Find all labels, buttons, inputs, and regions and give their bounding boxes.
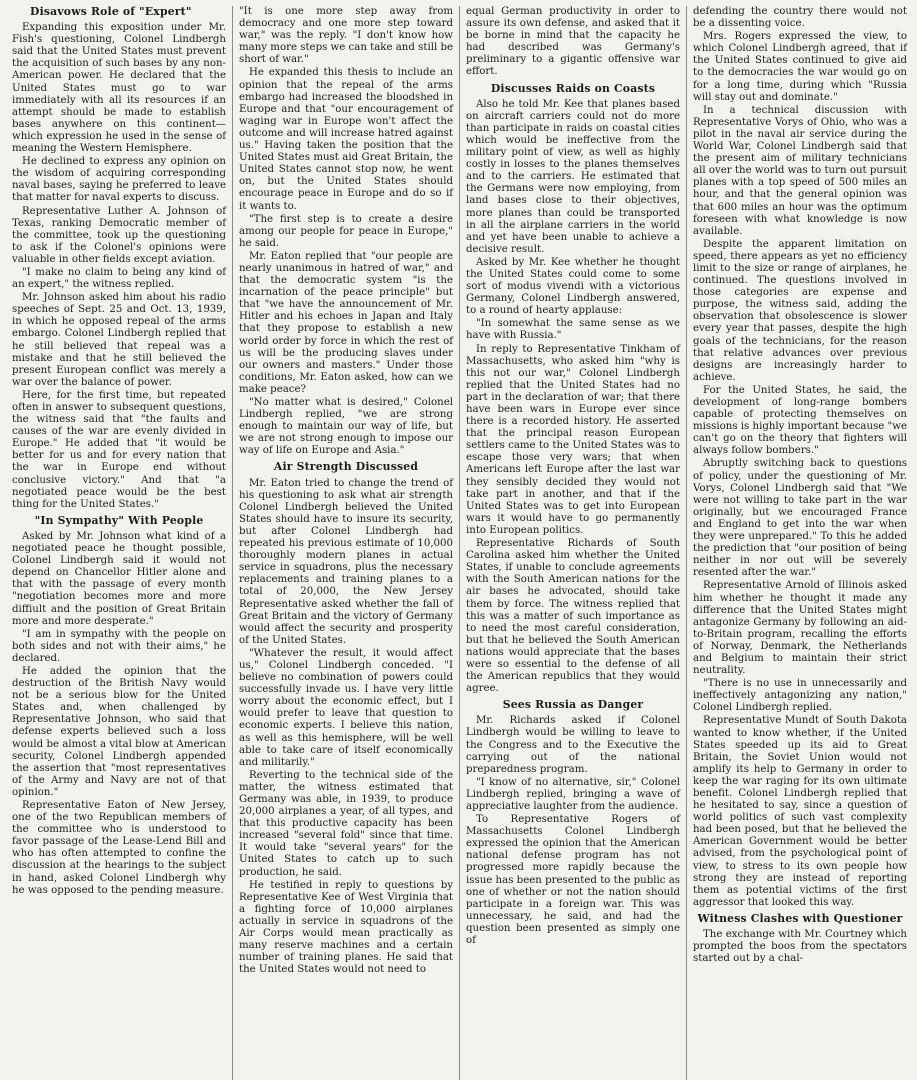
article-paragraph: "I know of no alternative, sir," Colonel Lindbergh replied, bringing a wave of appreciative laughter from the audience. [466, 776, 680, 812]
article-paragraph: Abruptly switching back to questions of policy, under the questioning of Mr. Vorys, Colonel Lindbergh said that "We were not willing to take part in the war originally, but we encouraged France and England to get into the war when they were unprepared." To this he added the prediction that "our position of being neither in nor out will be severely resented after the war." [693, 458, 907, 579]
article-paragraph: Here, for the first time, but repeated often in answer to subsequent questions, the witness said that "the faults and causes of the war are evenly divided in Europe." He added that "it would be better for us and for every nation that the war in Europe end without conclusive victory." And that "a negotiated peace would be the best thing for the United States." [12, 389, 226, 510]
section-heading: Witness Clashes with Questioner [697, 911, 903, 925]
article-paragraph: Expanding this exposition under Mr. Fish's questioning, Colonel Lindbergh said that the United States must prevent the acquisition of such bases by any non-American power. He declared that the United States must go to war immediately with all its resources if an attempt should be made to establish bases anywhere on this continent—which expression he used in the sense of meaning the Western Hemisphere. [12, 22, 226, 155]
article-paragraph: Mr. Eaton replied that "our people are nearly unanimous in hatred of war," and that the democratic system "is the incarnation of the peace principle" but that "we have the announcement of Mr. Hitler and his echoes in Japan and Italy that they propose to establish a new world order by force in which the rest of us will be the producing slaves under our owners and masters." Under those conditions, Mr. Eaton asked, how can we make peace? [239, 250, 453, 395]
continued-paragraph: equal German productivity in order to assure its own defense, and asked that it be borne in mind that the capacity he had described was Germany's preliminary to a gigantic offensive war effort. [466, 6, 680, 78]
section-heading: Discusses Raids on Coasts [490, 81, 656, 95]
continued-paragraph: defending the country there would not be a dissenting voice. [693, 6, 907, 30]
article-paragraph: "No matter what is desired," Colonel Lindbergh replied, "we are strong enough to maintain our way of life, but we are not strong enough to impose our way of life on Europe and Asia." [239, 397, 453, 457]
article-paragraph: He expanded this thesis to include an opinion that the repeal of the arms embargo had increased the bloodshed in Europe and that "our encouragement of waging war in Europe won't affect the outcome and will increase hatred against us." Having taken the position that the United States must aid Great Britain, the United States cannot stop now, he went on, but the United States should encourage peace in Europe and do so if it wants to. [239, 67, 453, 212]
article-paragraph: Mrs. Rogers expressed the view, to which Colonel Lindbergh agreed, that if the United States continued to give aid to the democracies the war would go on for a long time, during which "Russia will stay out and dominate." [693, 31, 907, 103]
article-paragraph: Also he told Mr. Kee that planes based on aircraft carriers could not do more than participate in raids on coastal cities which would be ineffective from the military point of view, as well as highly costly in losses to the planes themselves and to the carriers. He estimated that the Germans were now employing, from land bases close to their objectives, more planes than could be transported in all the airplane carriers in the world and yet have been unable to achieve a decisive result. [466, 98, 680, 255]
article-paragraph: Reverting to the technical side of the matter, the witness estimated that Germany was able, in 1939, to produce 20,000 airplanes a year, of all types, and that this productive capacity has been increased "several fold" since that time. It would take "several years" for the United States to catch up to such production, he said. [239, 769, 453, 878]
section-heading: "In Sympathy" With People [34, 513, 204, 527]
article-paragraph: For the United States, he said, the development of long-range bombers capable of protecting themselves on missions is highly important because "we can't go on the theory that fighters will always follow bombers." [693, 384, 907, 457]
article-paragraph: Representative Eaton of New Jersey, one of the two Republican members of the committee who is understood to favor passage of the Lease-Lend Bill and who has often attempted to confine the discussion at the hearings to the subject in hand, asked Colonel Lindbergh why he was opposed to the pending measure. [12, 800, 226, 896]
article-paragraph: Representative Luther A. Johnson of Texas, ranking Democratic member of the committee, took up the questioning to ask if the Colonel's opinions were valuable in other fields except aviation. [12, 205, 226, 265]
article-paragraph: He declined to express any opinion on the wisdom of acquiring corresponding naval bases, saying he preferred to leave that matter for naval experts to discuss. [12, 156, 226, 204]
column-3 [460, 6, 687, 1080]
article-paragraph: Mr. Richards asked if Colonel Lindbergh would be willing to leave to the Congress and to the Executive the carrying out of the national preparedness program. [466, 715, 680, 775]
article-paragraph: "I make no claim to being any kind of an expert," the witness replied. [12, 266, 226, 291]
section-heading: Air Strength Discussed [273, 460, 419, 474]
continued-paragraph: "It is one more step away from democracy and one more step toward war," was the reply. "I don't know how many more steps we can take and still be short of war." [239, 6, 454, 66]
section-heading: Disavows Role of "Expert" [30, 6, 192, 18]
article-paragraph: He added the opinion that the destruction of the British Navy would not be a serious blow for the United States and, when challenged by Representative Johnson, who said that defense experts believed such a loss would be almost a vital blow at American security, Colonel Lindbergh appended the assertion that "most representatives of the Army and Navy are not of that opinion." [12, 665, 226, 798]
article-paragraph: The exchange with Mr. Courtney which prompted the boos from the spectators started out by a chal- [693, 929, 907, 965]
column-2 [233, 6, 460, 1080]
article-paragraph: "Whatever the result, it would affect us," Colonel Lindbergh conceded. "I believe no combination of powers could successfully invade us. I have very little worry about the economic effect, but I would prefer to leave that question to economic experts. I believe this nation, as well as this hemisphere, will be well able to take care of itself economically and militarily." [239, 647, 453, 768]
article-paragraph: Mr. Eaton tried to change the trend of his questioning to ask what air strength Colonel Lindbergh believed the United States should have to insure its security, but after Colonel Lindbergh had repeated his previous estimate of 10,000 thoroughly modern planes in actual service in squadrons, plus the necessary replacements and training planes to a total of 20,000, the New Jersey Representative asked whether the fall of Great Britain and the victory of Germany would affect the security and prosperity of the United States. [239, 477, 453, 646]
article-paragraph: Representative Richards of South Carolina asked him whether the United States, if unable to conclude agreements with the South American nations for the air bases he advocated, should take them by force. The witness replied that this was a matter of such importance as to need the most careful consideration, but that he believed the South American nations would appreciate that the bases were so essential to the defense of all the American republics that they would agree. [466, 538, 680, 695]
article-paragraph: "There is no use in unnecessarily and ineffectively antagonizing any nation," Colonel Lindbergh replied. [693, 678, 907, 714]
article-paragraph: Mr. Johnson asked him about his radio speeches of Sept. 25 and Oct. 13, 1939, in which he opposed repeal of the arms embargo. Colonel Lindbergh replied that he still believed that repeal was a mistake and that he still believed the present European conflict was merely a war over the balance of power. [12, 292, 226, 388]
article-paragraph: "In somewhat the same sense as we have with Russia." [466, 318, 680, 342]
article-paragraph: Despite the apparent limitation on speed, there appears as yet no efficiency limit to the size or range of airplanes, he continued. The questions involved in those categories are expense and purpose, the witness said, adding the observation that obsolescence is slower every year that passes, despite the high goals of the technicians, for the reason that relative advances over previous designs are increasingly harder to achieve. [693, 238, 907, 383]
article-paragraph: Asked by Mr. Johnson what kind of a negotiated peace he thought possible, Colonel Lindbergh said it would not depend on Chancellor Hitler alone and that with the passage of every month "negotiation becomes more and more diffiult and the position of Great Britain more and more desperate." [12, 530, 226, 627]
article-paragraph: He testified in reply to questions by Representative Kee of West Virginia that a fighting force of 10,000 airplanes actually in service in squadrons of the Air Corps would mean practically as many reserve machines and a certain number of training planes. He said that the United States would not need to [239, 879, 453, 976]
article-paragraph: In reply to Representative Tinkham of Massachusetts, who asked him "why is this not our war," Colonel Lindbergh replied that the United States had no part in the declaration of war; that there have been wars in Europe ever since there is a recorded history. He asserted that the principal reason European settlers came to the United States was to escape those very wars; that when Americans left Europe after the last war they sensibly decided they would not take part in another, and that if the United States was to get into European wars it would have to go permanently into European politics. [466, 343, 680, 536]
article-paragraph: Representative Arnold of Illinois asked him whether he thought it made any difference that the United States might antagonize Germany by following an aid-to-Britain program, recalling the efforts of Norway, Denmark, the Netherlands and Belgium to maintain their strict neutrality. [693, 580, 907, 677]
section-heading: Sees Russia as Danger [502, 698, 644, 712]
article-paragraph: Asked by Mr. Kee whether he thought the United States could come to some sort of modus vivendi with a victorious Germany, Colonel Lindbergh answered, to a round of hearty applause: [466, 256, 680, 317]
column-1 [6, 6, 233, 1080]
column-4 [687, 6, 913, 1080]
article-paragraph: To Representative Rogers of Massachusetts Colonel Lindbergh expressed the opinion that the American national defense program has not progressed more rapidly because the issue has been presented to the public as one of whether or not the nation should participate in a foreign war. This was unnecessary, he said, and had the question been presented as simply one of [466, 814, 680, 947]
article-paragraph: "The first step is to create a desire among our people for peace in Europe," he said. [239, 213, 453, 249]
article-paragraph: In a technical discussion with Representative Vorys of Ohio, who was a pilot in the naval air service during the World War, Colonel Lindbergh said that the present aim of military technicians all over the world was to turn out pursuit planes with a top speed of 500 miles an hour, and that the general opinion was that 600 miles an hour was the optimum foreseen with what knowledge is now available. [693, 104, 907, 237]
article-paragraph: "I am in sympathy with the people on both sides and not with their aims," he declared. [12, 628, 226, 664]
article-paragraph: Representative Mundt of South Dakota wanted to know whether, if the United States speeded up its aid to Great Britain, the Soviet Union would not amplify its help to Germany in order to keep the war raging for its own ultimate benefit. Colonel Lindbergh replied that he hesitated to say, since a question of world politics of such vast complexity had been posed, but that he believed the American Government would be better advised, from the psychological point of view, to stress to its own people how strong they are instead of reporting them as potential victims of the first aggressor that looked this way. [693, 715, 907, 908]
